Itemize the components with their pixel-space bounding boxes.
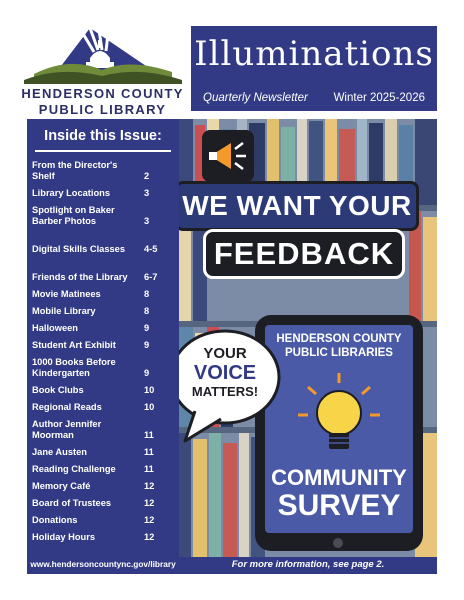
toc-item-page: 12 <box>144 515 155 525</box>
sidebar-divider <box>35 150 171 152</box>
toc-item-page: 10 <box>144 385 155 395</box>
toc-item-label: Spotlight on Baker Barber Photos <box>32 205 115 226</box>
survey-org-line1: HENDERSON COUNTY <box>276 333 402 345</box>
toc-item[interactable] <box>32 306 174 317</box>
library-dome-icon <box>20 22 185 86</box>
toc-item-label: Library Locations <box>32 188 111 198</box>
library-logo <box>20 22 185 118</box>
newsletter-subtitle: Quarterly Newsletter <box>203 92 308 104</box>
toc-item-page: 12 <box>144 481 155 491</box>
toc-item-page: 2 <box>144 171 150 181</box>
library-website-link[interactable]: www.hendersoncountync.gov/library <box>30 559 176 569</box>
more-info-bar <box>179 557 437 574</box>
toc-item[interactable] <box>32 261 174 283</box>
issue-date: Winter 2025-2026 <box>333 92 425 104</box>
toc-item[interactable] <box>32 385 174 396</box>
sidebar-heading: Inside this Issue: <box>44 128 162 144</box>
toc-item[interactable] <box>32 205 174 227</box>
survey-text: SURVEY <box>277 489 401 522</box>
inside-this-issue-sidebar <box>27 119 179 574</box>
table-of-contents <box>32 160 174 549</box>
toc-item-page: 8 <box>144 289 150 299</box>
more-info-text: For more information, see page 2. <box>231 559 385 570</box>
toc-item[interactable] <box>32 402 174 413</box>
toc-item-label: Movie Matinees <box>32 289 101 299</box>
feedback-banner <box>203 229 405 279</box>
toc-item-page: 9 <box>144 368 150 378</box>
toc-item[interactable] <box>32 160 174 182</box>
toc-item-label: Holiday Hours <box>32 532 96 542</box>
bubble-your-text: YOUR <box>203 345 247 362</box>
lightbulb-icon <box>296 371 382 459</box>
toc-item[interactable] <box>32 532 174 543</box>
toc-item-label: Reading Challenge <box>32 464 116 474</box>
toc-item[interactable] <box>32 340 174 351</box>
toc-item-page: 6-7 <box>144 272 158 282</box>
toc-item[interactable] <box>32 357 174 379</box>
survey-org-line2: PUBLIC LIBRARIES <box>285 347 393 359</box>
toc-item-page: 8 <box>144 306 150 316</box>
survey-promo-illustration <box>179 119 437 557</box>
toc-item-page: 3 <box>144 216 150 226</box>
toc-item-page: 11 <box>144 464 154 474</box>
toc-item-label: Friends of the Library <box>32 272 128 282</box>
toc-item[interactable] <box>32 481 174 492</box>
toc-item[interactable] <box>32 464 174 475</box>
toc-item-label: Author Jennifer Moorman <box>32 419 102 440</box>
toc-item[interactable] <box>32 447 174 458</box>
we-want-your-text: WE WANT YOUR <box>182 190 412 221</box>
logo-title-line2: PUBLIC LIBRARY <box>38 102 167 117</box>
toc-item-page: 12 <box>144 498 155 508</box>
tablet-screen <box>265 325 413 533</box>
toc-item-label: Memory Café <box>32 481 91 491</box>
toc-item-label: Mobile Library <box>32 306 96 316</box>
newsletter-title: Illuminations <box>194 34 434 74</box>
toc-item[interactable] <box>32 419 174 441</box>
toc-item-label: Book Clubs <box>32 385 84 395</box>
toc-item[interactable] <box>32 498 174 509</box>
toc-item-label: Board of Trustees <box>32 498 112 508</box>
toc-item-page: 9 <box>144 323 150 333</box>
tablet-home-button <box>333 538 343 548</box>
toc-item[interactable] <box>32 233 174 255</box>
toc-item[interactable] <box>32 188 174 199</box>
toc-item-label: Halloween <box>32 323 78 333</box>
feedback-text: FEEDBACK <box>213 236 395 271</box>
toc-item[interactable] <box>32 323 174 334</box>
toc-item-page: 12 <box>144 532 155 542</box>
toc-item-label: Student Art Exhibit <box>32 340 116 350</box>
toc-item-page: 10 <box>144 402 155 412</box>
bubble-voice-text: VOICE <box>193 362 257 384</box>
toc-item-page: 11 <box>144 447 154 457</box>
toc-item-label: Regional Reads <box>32 402 102 412</box>
megaphone-icon <box>201 129 255 183</box>
community-text: COMMUNITY <box>271 465 407 490</box>
masthead <box>191 26 437 111</box>
toc-item[interactable] <box>32 515 174 526</box>
we-want-your-banner <box>179 181 419 231</box>
toc-item-page: 3 <box>144 188 150 198</box>
toc-item-label: Jane Austen <box>32 447 87 457</box>
toc-item-page: 11 <box>144 430 154 440</box>
toc-item-page: 4-5 <box>144 244 158 254</box>
bubble-matters-text: MATTERS! <box>191 384 259 399</box>
toc-item-page: 9 <box>144 340 150 350</box>
toc-item-label: Digital Skills Classes <box>32 244 126 254</box>
toc-item[interactable] <box>32 289 174 300</box>
toc-item-label: Donations <box>32 515 78 525</box>
logo-title-line1: HENDERSON COUNTY <box>21 86 184 101</box>
toc-item-label: From the Director's Shelf <box>32 160 118 181</box>
toc-item-label: 1000 Books Before Kindergarten <box>32 357 116 378</box>
